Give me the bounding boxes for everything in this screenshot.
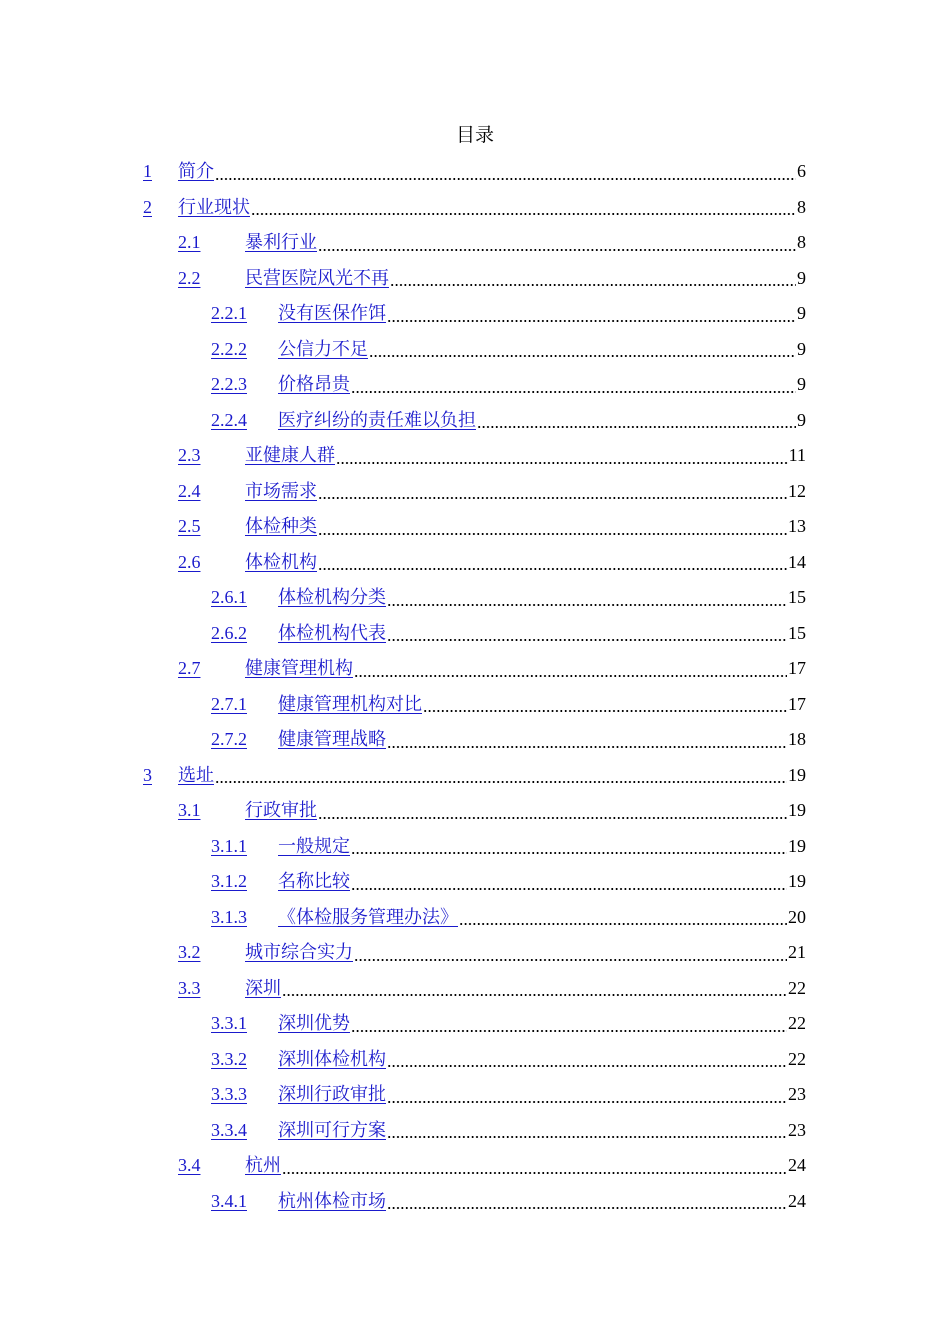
toc-entry-line [278, 722, 806, 758]
toc-entry-line [245, 474, 806, 510]
toc-entry-title-link[interactable]: 市场需求 [245, 480, 317, 501]
toc-entry-number-link[interactable]: 2.4 [178, 480, 201, 501]
toc-entry-title-link[interactable]: 简介 [178, 161, 214, 181]
toc-entry-line [278, 1184, 806, 1220]
toc-entry-page-number: 9 [797, 409, 806, 430]
toc-entry-page-number: 17 [788, 693, 806, 714]
dot-leader [251, 212, 796, 216]
toc-entry-page-number: 8 [797, 232, 806, 252]
toc-entry-number-link[interactable]: 3.1.3 [211, 906, 247, 927]
toc-entry-title-link[interactable]: 深圳行政审批 [278, 1084, 386, 1104]
toc-title: 目录 [455, 125, 494, 146]
toc-entry[interactable] [0, 864, 950, 900]
toc-entry-title-link[interactable]: 杭州体检市场 [278, 1190, 386, 1211]
toc-entry-line [278, 332, 806, 368]
toc-entry-title-link[interactable]: 健康管理战略 [278, 729, 386, 749]
toc-entry-line [178, 154, 806, 190]
toc-entry-line [278, 900, 806, 936]
toc-entry-title-link[interactable]: 民营医院风光不再 [245, 267, 389, 288]
toc-entry-number-link[interactable]: 3.4.1 [211, 1190, 247, 1211]
toc-entry-line [278, 687, 806, 723]
toc-entry[interactable] [0, 1006, 950, 1042]
toc-entry-number-link[interactable]: 3.1 [178, 800, 201, 820]
toc-entry-page-number: 9 [797, 267, 806, 288]
toc-entry-line [278, 296, 806, 332]
toc-entry-page-number: 15 [788, 622, 806, 643]
toc-entry-title-link[interactable]: 深圳可行方案 [278, 1119, 386, 1140]
toc-entry-line [178, 758, 806, 794]
toc-entry-title-link[interactable]: 体检种类 [245, 516, 317, 536]
toc-entry-number-link[interactable]: 3.3.4 [211, 1119, 247, 1140]
toc-entry-page-number: 9 [797, 338, 806, 359]
dot-leader [215, 177, 796, 181]
dot-leader [387, 603, 787, 607]
toc-entry-page-number: 19 [788, 871, 806, 891]
toc-entry-page-number: 22 [788, 1048, 806, 1069]
toc-entry-page-number: 14 [788, 551, 806, 572]
toc-entry-line [245, 261, 806, 297]
toc-entry-page-number: 6 [797, 161, 806, 181]
toc-entry-number-link[interactable]: 2.5 [178, 516, 201, 536]
toc-entry[interactable] [0, 332, 950, 368]
toc-entry-title-link[interactable]: 深圳优势 [278, 1013, 350, 1033]
toc-entry-number-link[interactable]: 2.2.3 [211, 374, 247, 394]
toc-entry-page-number: 15 [788, 587, 806, 607]
dot-leader [336, 461, 788, 465]
toc-entry-page-number: 18 [788, 729, 806, 749]
toc-entry-number-link[interactable]: 2.3 [178, 445, 201, 465]
toc-entry-title-link[interactable]: 城市综合实力 [245, 942, 353, 962]
dot-leader [387, 319, 796, 323]
toc-entry-page-number: 23 [788, 1119, 806, 1140]
toc-entry[interactable] [0, 225, 950, 261]
toc-entry-number-link[interactable]: 2.2.4 [211, 409, 247, 430]
toc-entry-line [278, 403, 806, 439]
toc-entry-line [278, 864, 806, 900]
dot-leader [351, 851, 787, 855]
toc-entry-title-link[interactable]: 健康管理机构对比 [278, 693, 422, 714]
toc-entry[interactable] [0, 474, 950, 510]
toc-entry[interactable] [0, 261, 950, 297]
toc-entry-title-link[interactable]: 行业现状 [178, 196, 250, 217]
toc-entry-title-link[interactable]: 一般规定 [278, 835, 350, 856]
toc-entry-line [245, 651, 806, 687]
toc-entry-line [278, 1113, 806, 1149]
toc-entry[interactable] [0, 1184, 950, 1220]
toc-entry-number-link[interactable]: 2.1 [178, 232, 201, 252]
toc-entry-number-link[interactable]: 2 [143, 196, 152, 217]
toc-entry-title-link[interactable]: 选址 [178, 764, 214, 785]
toc-entry-title-link[interactable]: 《体检服务管理办法》 [278, 906, 458, 927]
toc-entry-line [278, 1006, 806, 1042]
toc-entry-number-link[interactable]: 3.1.1 [211, 835, 247, 856]
toc-entry-number-link[interactable]: 3.1.2 [211, 871, 247, 891]
toc-entry-page-number: 19 [788, 800, 806, 820]
dot-leader [354, 674, 787, 678]
toc-entry-page-number: 19 [788, 764, 806, 785]
toc-entry-title-link[interactable]: 深圳 [245, 977, 281, 998]
toc-entry[interactable] [0, 935, 950, 971]
toc-entry-line [245, 545, 806, 581]
dot-leader [318, 816, 787, 820]
toc-entry-title-link[interactable]: 公信力不足 [278, 338, 368, 359]
toc-entry[interactable] [0, 1113, 950, 1149]
toc-entry[interactable] [0, 367, 950, 403]
toc-entry-page-number: 24 [788, 1155, 806, 1175]
toc-entry-number-link[interactable]: 1 [143, 161, 152, 181]
toc-entry[interactable] [0, 154, 950, 190]
toc-entry-line [178, 190, 806, 226]
dot-leader [387, 1064, 787, 1068]
toc-entry-page-number: 9 [797, 374, 806, 394]
toc-entry-title-link[interactable]: 医疗纠纷的责任难以负担 [278, 409, 476, 430]
toc-entry-number-link[interactable]: 3.3.3 [211, 1084, 247, 1104]
dot-leader [351, 390, 796, 394]
toc-entry-number-link[interactable]: 3.3 [178, 977, 201, 998]
toc-entry-line [278, 829, 806, 865]
toc-entry-number-link[interactable]: 2.6 [178, 551, 201, 572]
toc-entry[interactable] [0, 616, 950, 652]
toc-entry-title-link[interactable]: 暴利行业 [245, 232, 317, 252]
toc-entry-line [278, 1042, 806, 1078]
toc-entry[interactable] [0, 580, 950, 616]
toc-entry-number-link[interactable]: 2.6.2 [211, 622, 247, 643]
toc-entry[interactable] [0, 900, 950, 936]
dot-leader [387, 1100, 787, 1104]
table-of-contents [0, 154, 950, 1219]
toc-entry-title-link[interactable]: 亚健康人群 [245, 445, 335, 465]
toc-entry-title-link[interactable]: 杭州 [245, 1155, 281, 1175]
toc-entry-number-link[interactable]: 3.3.1 [211, 1013, 247, 1033]
dot-leader [387, 1206, 787, 1210]
toc-entry-page-number: 17 [788, 658, 806, 678]
toc-entry-page-number: 20 [788, 906, 806, 927]
dot-leader [387, 638, 787, 642]
toc-entry-line [245, 793, 806, 829]
toc-entry-title-link[interactable]: 价格昂贵 [278, 374, 350, 394]
toc-entry[interactable] [0, 651, 950, 687]
dot-leader [477, 425, 796, 429]
toc-entry[interactable] [0, 1042, 950, 1078]
toc-entry-page-number: 23 [788, 1084, 806, 1104]
toc-entry-page-number: 8 [797, 196, 806, 217]
toc-entry-line [278, 616, 806, 652]
toc-entry-number-link[interactable]: 3 [143, 764, 152, 785]
dot-leader [351, 1029, 787, 1033]
toc-entry-line [278, 367, 806, 403]
toc-entry-number-link[interactable]: 2.7.1 [211, 693, 247, 714]
dot-leader [215, 780, 787, 784]
dot-leader [423, 709, 787, 713]
toc-entry-line [245, 1148, 806, 1184]
toc-entry[interactable] [0, 438, 950, 474]
toc-entry[interactable] [0, 190, 950, 226]
toc-entry[interactable] [0, 971, 950, 1007]
toc-entry-page-number: 21 [788, 942, 806, 962]
toc-entry-title-link[interactable]: 体检机构代表 [278, 622, 386, 643]
dot-leader [351, 887, 787, 891]
toc-entry-line [245, 935, 806, 971]
toc-entry-number-link[interactable]: 2.6.1 [211, 587, 247, 607]
toc-entry-line [245, 225, 806, 261]
dot-leader [390, 283, 796, 287]
toc-entry-title-link[interactable]: 没有医保作饵 [278, 303, 386, 323]
toc-entry-page-number: 19 [788, 835, 806, 856]
dot-leader [318, 532, 787, 536]
toc-entry-page-number: 22 [788, 1013, 806, 1033]
toc-entry-title-link[interactable]: 健康管理机构 [245, 658, 353, 678]
toc-entry-number-link[interactable]: 3.4 [178, 1155, 201, 1175]
toc-entry-page-number: 24 [788, 1190, 806, 1211]
toc-entry[interactable] [0, 1148, 950, 1184]
dot-leader [282, 1171, 787, 1175]
dot-leader [354, 958, 787, 962]
toc-entry-title-link[interactable]: 名称比较 [278, 871, 350, 891]
toc-entry[interactable] [0, 793, 950, 829]
toc-entry-number-link[interactable]: 3.3.2 [211, 1048, 247, 1069]
toc-entry-title-link[interactable]: 体检机构 [245, 551, 317, 572]
dot-leader [318, 567, 787, 571]
dot-leader [387, 1135, 787, 1139]
toc-entry-page-number: 12 [788, 480, 806, 501]
toc-entry-number-link[interactable]: 2.7 [178, 658, 201, 678]
toc-entry-number-link[interactable]: 2.7.2 [211, 729, 247, 749]
toc-entry[interactable] [0, 758, 950, 794]
toc-entry-number-link[interactable]: 3.2 [178, 942, 201, 962]
dot-leader [369, 354, 796, 358]
dot-leader [459, 922, 787, 926]
toc-entry-line [245, 438, 806, 474]
toc-entry[interactable] [0, 687, 950, 723]
dot-leader [318, 496, 787, 500]
toc-entry-line [245, 509, 806, 545]
toc-entry[interactable] [0, 829, 950, 865]
toc-entry-page-number: 9 [797, 303, 806, 323]
toc-entry-line [245, 971, 806, 1007]
dot-leader [282, 993, 787, 997]
toc-entry[interactable] [0, 545, 950, 581]
toc-entry-title-link[interactable]: 深圳体检机构 [278, 1048, 386, 1069]
toc-entry-line [278, 1077, 806, 1113]
toc-entry-title-link[interactable]: 体检机构分类 [278, 587, 386, 607]
toc-entry-page-number: 11 [788, 445, 806, 465]
dot-leader [318, 248, 796, 252]
toc-entry-number-link[interactable]: 2.2.1 [211, 303, 247, 323]
toc-entry-line [278, 580, 806, 616]
dot-leader [387, 745, 787, 749]
toc-entry[interactable] [0, 296, 950, 332]
toc-entry-title-link[interactable]: 行政审批 [245, 800, 317, 820]
toc-entry[interactable] [0, 1077, 950, 1113]
toc-entry[interactable] [0, 509, 950, 545]
toc-entry-page-number: 13 [788, 516, 806, 536]
toc-entry[interactable] [0, 403, 950, 439]
toc-entry-page-number: 22 [788, 977, 806, 998]
toc-entry[interactable] [0, 722, 950, 758]
toc-entry-number-link[interactable]: 2.2.2 [211, 338, 247, 359]
toc-entry-number-link[interactable]: 2.2 [178, 267, 201, 288]
